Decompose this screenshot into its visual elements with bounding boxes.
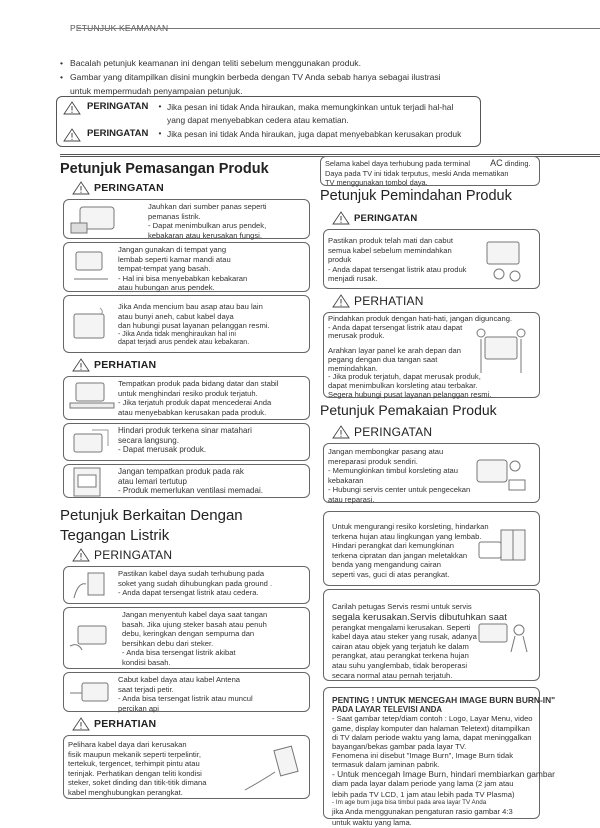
card-line: segala kerusakan.Servis dibutuhkan saat (332, 611, 507, 623)
warning-triangle-icon (332, 425, 350, 439)
card-line: tertekuk, tergencet, terhimpit pintu atau (68, 759, 200, 769)
intro-bullet: • Gambar yang ditampilkan disini mungkin berbeda dengan TV Anda sebab hanya sebagai ilustrasi (60, 70, 480, 84)
image-burn-warning-card (323, 687, 556, 828)
instruction-card (63, 295, 310, 353)
instruction-card (63, 199, 310, 239)
warning-label: PERINGATAN (354, 212, 418, 224)
warning-triangle-icon (63, 128, 81, 142)
warning-heading (72, 179, 310, 197)
card-line: kabel daya atau steker yang rusak, adanya (332, 632, 477, 642)
important-title: PENTING ! UNTUK MENCEGAH IMAGE BURN BURN-IN" (332, 695, 556, 705)
card-line: saat terjadi petir. (118, 684, 174, 694)
card-line: - Jika Anda tidak menghiraukan hal ini (118, 330, 236, 338)
card-line: kabel menghubungkan perangkat. (68, 787, 183, 797)
card-line: - Hubungi servis center untuk pengecekan (328, 485, 471, 495)
card-line: Jika Anda mencium bau asap atau bau lain (118, 302, 263, 311)
instruction-card (63, 423, 310, 461)
plug-socket-illustration-icon (70, 570, 110, 602)
card-line: pegang dengan dua tangan saat (328, 354, 438, 364)
instruction-card (63, 376, 310, 420)
card-line: Hindari produk terkena sinar matahari (118, 426, 252, 435)
instruction-card (323, 511, 540, 586)
service-technician-illustration-icon (475, 620, 531, 656)
card-line: di TV dalam periode waktu yang lama, dapat meninggalkan (332, 732, 532, 742)
card-line: percikan api (118, 703, 159, 713)
card-line: secara normal atau pernah terjatuh. (332, 670, 453, 680)
card-line: atau menyebabkan kerusakan pada produk. (118, 407, 267, 417)
card-line: basah. Jika ujung steker basah atau penuh (122, 619, 267, 629)
card-line: lebih pada TV LCD, 1 jam atau lebih pada TV Plasma) (332, 790, 515, 800)
card-line: game, display komputer dan halaman Teletext) ditampilkan (332, 723, 530, 733)
instruction-card (63, 735, 310, 799)
card-line: - Im age burn juga bisa timbul pada area layar TV Anda (332, 799, 487, 807)
legend-desc: yang dapat menyebabkan cedera atau kematian. (167, 115, 349, 125)
card-line: - Anda dapat tersengat listrik atau cedera. (118, 588, 259, 598)
card-line: atau lemari tertutup (118, 476, 187, 486)
instruction-card (63, 464, 310, 498)
card-line: Selama kabel daya terhubung pada terminal (325, 159, 471, 168)
caution-heading (332, 292, 600, 310)
warning-triangle-icon (72, 181, 90, 195)
symbol-legend (56, 96, 481, 147)
caution-label: PERHATIAN (354, 294, 424, 308)
card-line: - Untuk mencegah Image Burn, hindari membiarkan gambar (332, 768, 555, 779)
card-line: terkena cipratan dan jangan meletakkan (332, 550, 468, 560)
card-line: atau reparasi. (328, 494, 375, 504)
two-people-carry-tv-illustration-icon (473, 327, 529, 377)
card-line: memindahkan. (328, 363, 378, 373)
intro-bullet: • Bacalah petunjuk keamanan ini dengan teliti sebelum menggunakan produk. (60, 56, 480, 70)
card-line: kebakaran atau kerusakan fungsi. (148, 230, 262, 240)
section-title-line: Petunjuk Berkaitan Dengan (60, 507, 243, 524)
card-line: - Anda dapat tersengat listrik atau produk (328, 264, 467, 274)
warning-triangle-icon (332, 211, 350, 225)
card-line: termasuk dalam jaminan pabrik. (332, 760, 440, 770)
card-line: lembab seperti kamar mandi atau (118, 254, 231, 264)
card-line: Pindahkan produk dengan hati-hati, jangan diguncang. (328, 314, 513, 323)
card-line: - Anda dapat tersengat listrik atau dapat (328, 322, 463, 332)
disassemble-tv-illustration-icon (473, 454, 529, 494)
card-line: secara langsung. (118, 435, 179, 445)
instruction-card (63, 672, 310, 712)
card-line: - Jika produk terjatuh, dapat merusak produk, (328, 372, 481, 382)
card-line: pemanas listrik. (148, 211, 201, 221)
intro-bullet-cont: untuk mempermudah penyampaian petunjuk. (70, 86, 243, 96)
card-line: soket yang sudah dihubungkan pada ground . (118, 578, 273, 588)
tv-cabinet-illustration-icon (70, 467, 106, 497)
tv-table-illustration-icon (68, 381, 116, 417)
wet-hands-illustration-icon (68, 622, 112, 656)
card-line: benda yang mengandung cairan (332, 560, 441, 570)
instruction-card (323, 229, 540, 289)
section-title-usage: Petunjuk Pemakaian Produk (320, 402, 497, 418)
card-line: TV menggunakan tombol daya. (325, 178, 428, 188)
card-line: seperti vas, guci di atas perangkat. (332, 569, 450, 579)
section-title-moving: Petunjuk Pemindahan Produk (320, 188, 512, 204)
caution-label: PERHATIAN (94, 359, 157, 371)
card-line: Tempatkan produk pada bidang datar dan stabil (118, 379, 279, 388)
legend-label: PERINGATAN (87, 128, 149, 139)
legend-desc: Jika pesan ini tidak Anda hiraukan, maka memungkinkan untuk terjadi hal-hal (167, 102, 454, 112)
card-line: menjadi rusak. (328, 274, 378, 284)
card-line: atau bunyi aneh, cabut kabel daya (118, 311, 234, 321)
card-line: merusak produk. (328, 331, 385, 341)
card-line: tempat-tempat yang basah. (118, 264, 211, 274)
card-line: - Dapat menimbulkan arus pendek, (148, 221, 267, 231)
card-line: Daya pada TV ini tidak terputus, meski Anda mematikan (325, 168, 509, 178)
instruction-card (323, 589, 540, 681)
card-line: dan hubungi pusat layanan pelanggan resmi. (118, 321, 270, 331)
caution-label: PERHATIAN (94, 718, 157, 730)
warning-label: PERINGATAN (354, 425, 433, 439)
card-line: Pastikan kabel daya sudah terhubung pada (118, 569, 265, 578)
card-line: semua kabel sebelum memindahkan (328, 245, 452, 255)
tv-sunlight-illustration-icon (70, 428, 110, 458)
card-line: fisik maupun mekanik seperti terpelintir, (68, 749, 201, 759)
card-line: atau suhu yanglembab, tidak beroperasi (332, 660, 468, 670)
card-line: terkena hujan atau lingkungan yang lembab. (332, 531, 482, 541)
tv-smoke-illustration-icon (70, 306, 112, 346)
card-line: dinding. (504, 159, 531, 168)
card-line: debu, keringkan dengan sempurna dan (122, 629, 255, 639)
card-line: Jangan membongkar pasang atau (328, 447, 444, 456)
card-line: Pastikan produk telah mati dan cabut (328, 236, 453, 245)
card-line: mereparasi produk sendiri. (328, 456, 418, 466)
card-line: - Dapat merusak produk. (118, 445, 207, 455)
card-line: perangkat mengalami kerusakan. Seperti (332, 622, 471, 632)
card-line: Carilah petugas Servis resmi untuk servis (332, 602, 472, 611)
left-column (60, 158, 310, 802)
legend-row-caution: PERINGATAN • Jika pesan ini tidak Anda hiraukan, juga dapat menyebabkan kerusakan produk (63, 128, 461, 142)
warning-heading (72, 546, 310, 564)
card-line: kebakaran (328, 475, 364, 485)
warning-heading (332, 209, 600, 227)
lightning-unplug-illustration-icon (68, 679, 112, 709)
caution-heading (72, 356, 310, 374)
tv-rain-window-illustration-icon (477, 528, 529, 568)
card-line: - Memungkinkan timbul korsleting atau (328, 466, 458, 476)
card-line: atau hubungan arus pendek. (118, 283, 215, 293)
card-line: terinjak. Perhatikan dengan teliti kondisi (68, 768, 202, 778)
caution-heading (72, 715, 310, 733)
warning-triangle-icon (72, 358, 90, 372)
card-line: diam pada layar dalam periode yang lama (2 jam atau (332, 778, 514, 788)
instruction-card (63, 607, 310, 669)
card-line: - Saat gambar tetep/diam contoh : Logo, Layar Menu, video (332, 714, 533, 724)
warning-label: PERINGATAN (94, 182, 164, 194)
card-line: - Hal ini bisa menyebabkan kebakaran (118, 273, 248, 283)
header-rule (78, 28, 600, 29)
warning-triangle-icon (332, 294, 350, 308)
page-header-title: PETUNJUK KEAMANAN (70, 23, 169, 33)
card-line: kondisi basah. (122, 657, 171, 667)
instruction-card (323, 443, 540, 503)
warning-triangle-icon (63, 101, 81, 115)
ac-power-note (320, 156, 540, 186)
card-line: untuk waktu yang lama. (332, 818, 412, 828)
card-line: Cabut kabel daya atau kabel Antena (118, 675, 241, 684)
card-line: Segera hubungi pusat layanan pelanggan resmi. (328, 389, 492, 399)
instruction-card (63, 566, 310, 604)
power-cord-illustration-icon (239, 744, 303, 794)
important-subtitle: PADA LAYAR TELEVISI ANDA (332, 705, 443, 715)
legend-row-warning: PERINGATAN • Jika pesan ini tidak Anda hiraukan, maka memungkinkan untuk terjadi hal-hal yang dapat menyebabkan cedera atau kematian. (63, 101, 453, 127)
card-line: - Jika terjatuh produk dapat mencederai Anda (118, 398, 272, 408)
unplug-cables-illustration-icon (479, 238, 531, 284)
card-line: Hindari perangkat dari kemungkinan (332, 541, 454, 551)
warning-triangle-icon (72, 548, 90, 562)
intro-notes (60, 56, 480, 98)
card-line: jika Anda menggunakan pengaturan rasio gambar 4:3 (332, 807, 513, 817)
card-line: Jangan tempatkan produk pada rak (118, 467, 244, 476)
card-line: steker, soket dinding dan titik-titik dimana (68, 778, 207, 788)
card-line: Fenomena ini disebut "Image Burn", Image Burn tidak (332, 751, 513, 761)
warning-heading (332, 423, 600, 441)
right-column (320, 156, 600, 828)
card-line: cairan atau objek yang terjatuh ke dalam (332, 641, 469, 651)
instruction-card (63, 242, 310, 292)
page-header (70, 18, 600, 32)
legend-desc: Jika pesan ini tidak Anda hiraukan, juga dapat menyebabkan kerusakan produk (167, 129, 462, 139)
card-line: Untuk mengurangi resiko korsleting, hindarkan (332, 522, 489, 531)
card-line: untuk menghindari resiko produk terjatuh. (118, 388, 258, 398)
tv-heater-illustration-icon (70, 205, 126, 235)
instruction-card (323, 312, 540, 398)
card-line: - Anda bisa tersengat listrik akibat (122, 648, 236, 658)
card-line: - Produk memerlukan ventilasi memadai. (118, 486, 263, 496)
card-line: Jauhkan dari sumber panas seperti (148, 202, 267, 211)
card-line: dapat menimbulkan korsleting atau terbakar. (328, 380, 478, 390)
card-line: Arahkan layar panel ke arah depan dan (328, 346, 461, 356)
card-line: Jangan menyentuh kabel daya saat tangan (122, 610, 268, 619)
ac-label: AC (490, 158, 503, 168)
card-line: bersihkan debu dari steker. (122, 638, 214, 648)
tv-bathroom-illustration-icon (70, 249, 112, 287)
card-line: perangkat, atau perangkat terkena hujan (332, 651, 469, 661)
card-line: Pelihara kabel daya dari kerusakan (68, 740, 187, 749)
legend-label: PERINGATAN (87, 101, 149, 112)
warning-label: PERINGATAN (94, 548, 173, 562)
card-line: dapat terjadi arus pendek atau kebakaran. (118, 338, 250, 346)
card-line: Jangan gunakan di tempat yang (118, 245, 227, 254)
section-title-electrical (60, 506, 310, 546)
section-title-line: Tegangan Listrik (60, 527, 170, 544)
card-line: produk (328, 255, 352, 265)
section-title-installation: Petunjuk Pemasangan Produk (60, 161, 269, 177)
warning-triangle-icon (72, 717, 90, 731)
card-line: bayangan/bekas gambar pada layar TV. (332, 742, 467, 752)
card-line: - Anda bisa tersengat listrik atau muncul (118, 694, 253, 704)
